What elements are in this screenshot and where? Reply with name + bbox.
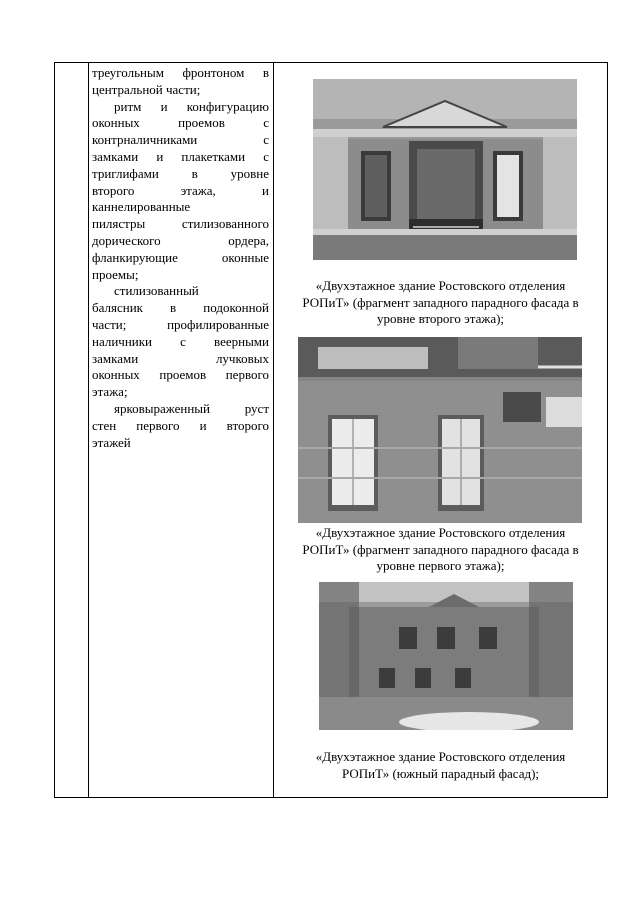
text-line: замками и плакетками с	[92, 148, 269, 164]
caption-line: уровне второго этажа);	[376, 311, 505, 326]
figure-caption-1	[274, 278, 607, 328]
caption-line: РОПиТ» (южный парадный фасад);	[341, 765, 540, 781]
text-line: балясник в подоконной	[92, 300, 269, 316]
caption-line: «Двухэтажное здание Ростовского отделения	[315, 278, 566, 293]
text-line: оконных проемов с	[92, 115, 269, 131]
caption-line: «Двухэтажное здание Ростовского отделения	[315, 525, 566, 540]
text-line: замками лучковых	[92, 350, 269, 366]
building-photo-second-floor	[313, 79, 577, 260]
column-divider-2	[273, 63, 274, 797]
text-line: проемы;	[92, 266, 139, 282]
text-line: наличники с веерными	[92, 333, 269, 349]
text-line: центральной части;	[92, 81, 201, 97]
text-line: оконных проемов первого	[92, 367, 269, 383]
column-divider-1	[88, 63, 89, 797]
description-column	[92, 65, 269, 451]
caption-line: «Двухэтажное здание Ростовского отделения	[315, 749, 566, 764]
text-line: второго этажа, и	[92, 182, 269, 198]
text-line: этажа;	[92, 384, 128, 400]
figure-caption-3	[274, 749, 607, 782]
text-line: дорического ордера,	[92, 232, 269, 248]
building-photo-south-facade	[319, 582, 573, 730]
text-line: стилизованный	[114, 283, 199, 299]
caption-line: РОПиТ» (фрагмент западного парадного фасада в	[302, 294, 579, 310]
text-line: ярковыраженный руст	[114, 400, 269, 416]
text-line: стен первого и второго	[92, 417, 269, 433]
text-line: триглифами в уровне	[92, 165, 269, 181]
text-line: каннелированные	[92, 199, 191, 215]
document-table	[54, 62, 608, 798]
figure-caption-2	[274, 525, 607, 575]
text-line: этажей	[92, 434, 131, 450]
caption-line: уровне первого этажа);	[376, 558, 505, 573]
text-line: ритм и конфигурацию	[114, 98, 269, 114]
text-line: части; профилированные	[92, 316, 269, 332]
text-line: фланкирующие оконные	[92, 249, 269, 265]
text-line: пилястры стилизованного	[92, 216, 269, 232]
text-line: треугольным фронтоном в	[92, 65, 269, 80]
text-line: контрналичниками с	[92, 132, 269, 148]
caption-line: РОПиТ» (фрагмент западного парадного фасада в	[302, 541, 579, 557]
building-photo-first-floor	[298, 337, 582, 523]
